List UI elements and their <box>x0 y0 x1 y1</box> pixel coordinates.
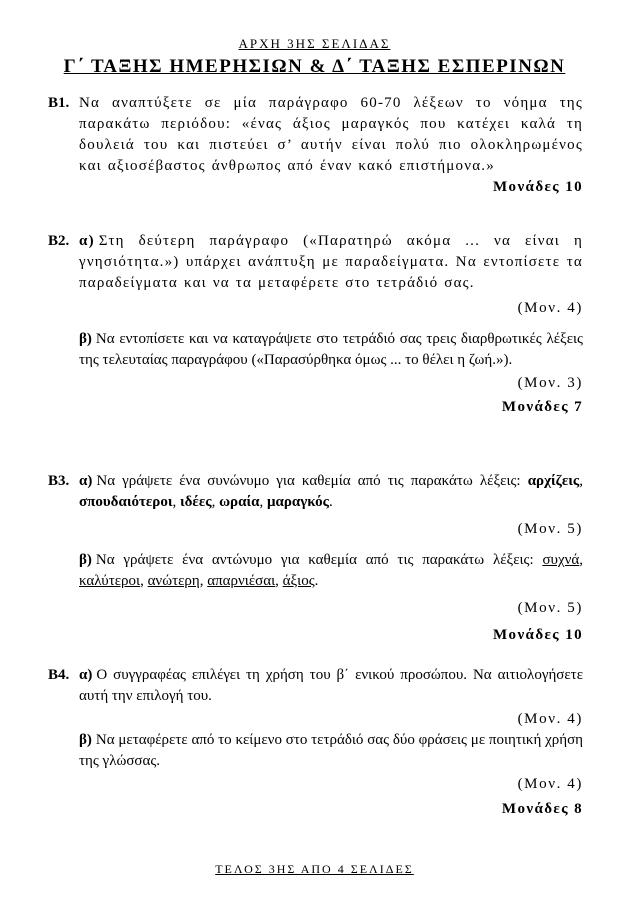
word: καλύτεροι <box>79 573 141 589</box>
page-footer: ΤΕΛΟΣ 3ΗΣ ΑΠΟ 4 ΣΕΛΙΔΕΣ <box>215 862 414 876</box>
subquestion-letter: α) <box>79 667 93 683</box>
subquestion-points: (Μον. 5) <box>517 600 583 616</box>
question-number: Β3. <box>48 473 70 489</box>
subquestion-b <box>79 730 583 772</box>
question-b2 <box>48 231 583 418</box>
subquestion-points: (Μον. 5) <box>517 521 583 537</box>
subquestion-letter: α) <box>79 473 93 489</box>
question-b3 <box>48 471 583 646</box>
total-points: Μονάδες 10 <box>492 179 583 195</box>
subquestion-points: (Μον. 4) <box>517 300 583 316</box>
subquestion-text: Να γράψετε ένα αντώνυμο για καθεμία από τις παρακάτω λέξεις: <box>95 552 534 568</box>
word: άξιος <box>282 573 315 589</box>
subquestion-letter: β) <box>79 331 92 347</box>
total-points: Μονάδες 10 <box>492 627 583 643</box>
subquestion-b: β) Να γράψετε ένα αντώνυμο για καθεμία από τις παρακάτω λέξεις: συχνά, καλύτεροι, ανώτερη, απαρνιέσαι, άξιος. <box>79 552 583 589</box>
subquestion-points: (Μον. 3) <box>517 375 583 391</box>
page-title: Γ΄ ΤΑΞΗΣ ΗΜΕΡΗΣΙΩΝ & Δ΄ ΤΑΞΗΣ ΕΣΠΕΡΙΝΩΝ <box>63 56 566 77</box>
subquestion-points: (Μον. 4) <box>517 776 583 792</box>
subquestion-text: Να γράψετε ένα συνώνυμο για καθεμία από τις παρακάτω λέξεις: <box>96 473 521 489</box>
subquestion-text: Να εντοπίσετε και να καταγράψετε στο τετράδιό σας τρεις διαρθρωτικές λέξεις της τελευταίας παραγράφου («Παρασύρθηκα όμως ... το θέλει η ζωή.»). <box>79 331 583 368</box>
page-header: ΑΡΧΗ 3ΗΣ ΣΕΛΙΔΑΣ <box>238 36 391 51</box>
word: ωραία <box>219 494 260 510</box>
question-number: Β2. <box>48 233 70 249</box>
subquestion-a <box>79 665 583 707</box>
total-points: Μονάδες 8 <box>501 801 583 817</box>
word: ανώτερη <box>147 573 200 589</box>
subquestion-text: Ο συγγραφέας επιλέγει τη χρήση του β΄ ενικού προσώπου. Να αιτιολογήσετε αυτή την επιλογή του. <box>79 667 583 704</box>
question-text: Να αναπτύξετε σε μία παράγραφο 60-70 λέξεων το νόημα της παρακάτω περιόδου: «ένας άξιος μαραγκός που κατέχει καλά τη δουλειά του και πιστεύει σ’ αυτήν είναι πολύ πιο ολοκληρωμένος και αξιοσέβαστος άνθρωπος από έναν κακό επιστήμονα.» <box>79 95 583 174</box>
subquestion-letter: α) <box>79 233 95 249</box>
subquestion-text: Να μεταφέρετε από το κείμενο στο τετράδιό σας δύο φράσεις με ποιητική χρήση της γλώσσας. <box>79 732 583 769</box>
word: αρχίζεις <box>527 473 580 489</box>
total-points: Μονάδες 7 <box>501 399 583 415</box>
question-b1 <box>48 93 583 198</box>
subquestion-letter: β) <box>79 732 92 748</box>
subquestion-points: (Μον. 4) <box>517 711 583 727</box>
question-number: Β4. <box>48 667 70 683</box>
subquestion-b <box>79 329 583 371</box>
subquestion-letter: β) <box>79 552 92 568</box>
word: σπουδαιότεροι <box>79 494 173 510</box>
word: απαρνιέσαι <box>207 573 276 589</box>
question-b4 <box>48 665 583 820</box>
subquestion-a: α) Να γράψετε ένα συνώνυμο για καθεμία από τις παρακάτω λέξεις: αρχίζεις, σπουδαιότεροι, ιδέες, ωραία, μαραγκός. <box>79 473 583 510</box>
subquestion-text: Στη δεύτερη παράγραφο («Παρατηρώ ακόμα ... να είναι η γνησιότητα.») υπάρχει ανάπτυξη με παραδείγματα. Να εντοπίσετε τα παραδείγματα και να τα μεταφέρετε στο τετράδιό σας. <box>79 233 583 291</box>
subquestion-a <box>79 231 583 294</box>
word: μαραγκός <box>266 494 329 510</box>
word: ιδέες <box>179 494 212 510</box>
question-number: Β1. <box>48 95 70 111</box>
word: συχνά <box>542 552 580 568</box>
